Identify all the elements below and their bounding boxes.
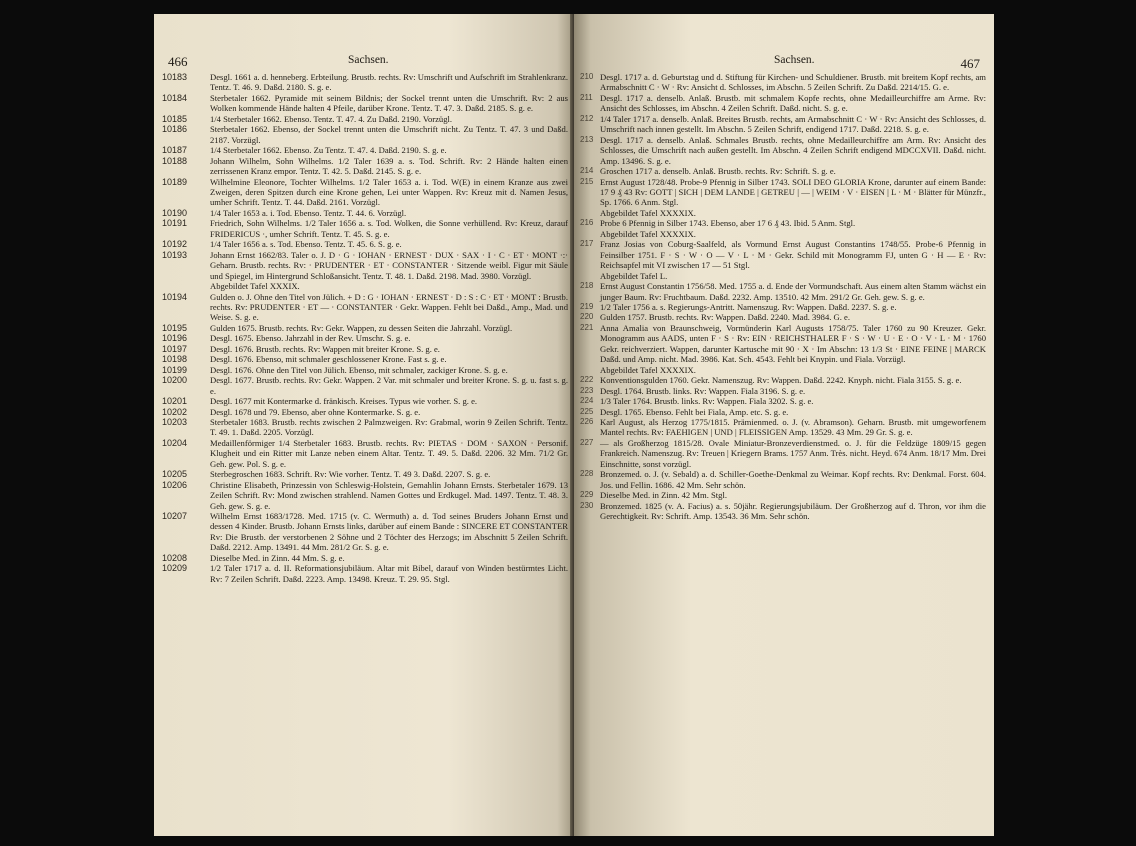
entry-number: 224 (580, 396, 594, 406)
entry-text: Ernst August 1728/48. Probe-9 Pfennig in Silber 1743. SOLI DEO GLORIA Krone, darunter auf einem Bande: 17 9 ₰ 43 Rv: GOTT | SICH | DEM LANDE | GETREU | — | WEIM · V · EISEN | L · M · Blätter für Münzfr., Sp. 1766. 6 Anm. Stgl. Abgebildet Tafel XXXXIX. (600, 176, 986, 218)
entry-number: 226 (580, 416, 594, 426)
entry-number: 10207 (162, 511, 188, 522)
catalog-entry (580, 386, 986, 396)
catalog-entry (580, 166, 986, 176)
catalog-entry (580, 72, 986, 93)
catalog-entry (162, 375, 568, 396)
entry-number: 10183 (162, 72, 188, 82)
catalog-entry (580, 281, 986, 302)
entry-number: 227 (580, 437, 594, 447)
catalog-entry (580, 218, 986, 239)
catalog-entry (162, 177, 568, 208)
catalog-entry (162, 156, 568, 177)
entry-text: 1/4 Taler 1656 a. s. Tod. Ebenso. Tentz. T. 45. 6. S. g. e. (210, 239, 402, 250)
entry-number: 212 (580, 113, 594, 123)
right-page-number: 467 (960, 56, 980, 71)
entry-number: 218 (580, 281, 594, 291)
entry-number: 10204 (162, 437, 188, 448)
catalog-entry (162, 407, 568, 417)
catalog-entry (162, 365, 568, 375)
entry-number: 10205 (162, 469, 188, 480)
entry-number: 222 (580, 375, 594, 385)
entry-text: Medaillenförmiger 1/4 Sterbetaler 1683. Brustb. rechts. Rv: PIETAS · DOM · SAXON · Personif. Klugheit und ein Ritter mit Lanze neben einem Altar. Tentz. T. 49. 5. Daßd. 2206. 32 Mm. 71/2 Gr. Geh. gew. Pol. S. g. e. (210, 437, 568, 469)
entry-text: Desgl. 1678 und 79. Ebenso, aber ohne Kontermarke. S. g. e. (210, 406, 421, 417)
entry-text: Desgl. 1675. Ebenso. Jahrzahl in der Rev. Umschr. S. g. e. (210, 333, 411, 344)
entry-number: 10209 (162, 563, 188, 574)
left-page (154, 14, 574, 836)
catalog-entry (162, 239, 568, 249)
entry-number: 225 (580, 406, 594, 416)
entry-text: Anna Amalia von Braunschweig, Vormünderin Karl Augusts 1758/75. Taler 1760 zu 90 Kreuzer. Gekr. Monogramm aus AADS, unten F · S · Rv: EIN · REICHSTHALER F · S · W · U · E · O · V · L · M · 1760 Gekr. reichverziert. Wappen, darunter Kartusche mit 90 · X · Im Abschn: 13 1/3 St · EINE FEINE | MARCK Daßd. und Amp. nicht. Mad. 3986. Kat. Sch. 4543. Fehlt bei Knypin. und Fiala. Vorzügl. Abgebildet Tafel XXXXIX. (600, 322, 986, 375)
entry-number: 10201 (162, 396, 188, 407)
entry-text: Bronzemed. o. J. (v. Sebald) a. d. Schiller-Goethe-Denkmal zu Weimar. Kopf rechts. Rv: Denkmal. Forst. 604. Jos. und Fellin. 1686. 42 Mm. Sehr schön. (600, 469, 986, 490)
entry-text: Desgl. 1661 a. d. henneberg. Erbteilung. Brustb. rechts. Rv: Umschrift und Aufschrift im Strahlenkranz. Tentz. T. 46. 9. Daßd. 2180. S. g. e. (210, 72, 568, 93)
catalog-entry (162, 563, 568, 584)
catalog-entry (580, 323, 986, 375)
entry-number: 223 (580, 385, 594, 395)
entry-number: 10197 (162, 343, 188, 354)
entry-number: 10185 (162, 113, 188, 124)
entry-number: 210 (580, 72, 594, 81)
entry-number: 10202 (162, 406, 188, 417)
entry-text: Desgl. 1676. Ebenso, mit schmaler geschlossener Krone. Fast s. g. e. (210, 354, 447, 365)
catalog-entry (580, 396, 986, 406)
catalog-entry (162, 480, 568, 511)
entry-text: Johann Wilhelm, Sohn Wilhelms. 1/2 Taler 1639 a. s. Tod. Schrift. Rv: 2 Hände halten einen zerrissenen Kranz empor. Tentz. T. 42. 5. Daßd. 2145. S. g. e. (210, 155, 568, 177)
entry-text: Groschen 1717 a. denselb. Anlaß. Brustb. rechts. Rv: Schrift. S. g. e. (600, 166, 836, 177)
entry-text: Desgl. 1677 mit Kontermarke d. fränkisch. Kreises. Typus wie vorher. S. g. e. (210, 396, 478, 407)
entry-text: Franz Josias von Coburg-Saalfeld, als Vormund Ernst August Constantins 1748/55. Probe-6 Pfennig in Feinsilber 1751. F · S · W · O — V · L · M · Gekr. Schild mit Monogramm FJ, unten G · H — E · Rv: Reichsapfel mit VI zwischen 17 — 51 Stgl. Abgebildet Tafel L. (600, 239, 986, 281)
entry-text: Wilhelmine Eleonore, Tochter Wilhelms. 1/2 Taler 1653 a. i. Tod. W(E) in einem Kranze aus zwei Zweigen, deren Spitzen durch eine Krone gehen, Lei unter Wappen. Rv: Kreuz mit d. Namen Jesus, umher Schrift. Tentz. T. 44. Daßd. 2161. Vorzügl. (210, 176, 568, 208)
entry-text: Dieselbe Med. in Zinn. 44 Mm. S. g. e. (210, 552, 345, 563)
catalog-entry (580, 302, 986, 312)
catalog-entry (162, 511, 568, 553)
catalog-entry (580, 407, 986, 417)
catalog-entry (162, 333, 568, 343)
entry-number: 214 (580, 166, 594, 176)
entry-number: 217 (580, 239, 594, 249)
entry-number: 10195 (162, 322, 188, 333)
entry-text: Desgl. 1676. Ohne den Titel von Jülich. Ebenso, mit schmaler, zackiger Krone. S. g. e. (210, 364, 508, 375)
entry-number: 220 (580, 312, 594, 322)
entry-text: Gulden o. J. Ohne den Titel von Jülich. + D : G · IOHAN · ERNEST · D : S : C · ET · MONT : Brustb. rechts. Rv: PRUDENTER · ET — · CONSTANTER · Gekr. Wappen. Fehlt bei Daßd., Amp., Mad. und Weise. S. g. e. (210, 291, 568, 323)
entry-number: 10199 (162, 364, 188, 375)
catalog-entry (580, 135, 986, 166)
entry-text: 1/3 Taler 1764. Brustb. links. Rv: Wappen. Fiala 3202. S. g. e. (600, 396, 814, 407)
catalog-entry (162, 124, 568, 145)
left-catalog-entries (162, 72, 568, 584)
right-page (574, 14, 994, 836)
entry-text: 1/2 Taler 1756 a. s. Regierungs-Antritt. Namenszug. Rv: Wappen. Daßd. 2237. S. g. e. (600, 301, 897, 312)
catalog-entry (580, 438, 986, 469)
left-running-title: Sachsen. (348, 54, 389, 66)
entry-text: Desgl. 1717 a. denselb. Anlaß. Brustb. mit schmalem Kopfe rechts, ohne Medailleurchiffre am Arme. Rv: Ansicht des Schlosses, im Abschn. 4 Zeilen Schrift. Daßd. nicht. S. g. e. (600, 92, 986, 114)
entry-text: 1/4 Taler 1653 a. i. Tod. Ebenso. Tentz. T. 44. 6. Vorzügl. (210, 207, 407, 218)
entry-number: 10189 (162, 176, 188, 187)
entry-number: 215 (580, 176, 594, 186)
entry-text: Sterbegroschen 1683. Schrift. Rv: Wie vorher. Tentz. T. 49 3. Daßd. 2207. S. g. e. (210, 469, 491, 480)
entry-text: 1/2 Taler 1717 a. d. II. Reformationsjubiläum. Altar mit Bibel, darauf von Winden bestürmtes Licht. Rv: 7 Zeilen Schrift. Daßd. 2223. Amp. 13498. Kreuz. T. 29. 95. Stgl. (210, 563, 568, 584)
entry-number: 10194 (162, 291, 188, 302)
entry-text: Wilhelm Ernst 1683/1728. Med. 1715 (v. C. Wermuth) a. d. Tod seines Bruders Johann Ernst und dessen 4 Kinder. Brustb. Johann Ernsts links, darüber auf einem Bande : SINCERE ET CONSTANTER Rv: Die Brustb. der verstorbenen 2 Söhne und 2 Töchter des Herzogs; im Abschnitt 5 Zeilen Schrift. Daßd. 2212. Amp. 13491. 44 Mm. 281/2 Gr. S. g. e. (210, 511, 568, 553)
entry-number: 10187 (162, 145, 188, 156)
entry-number: 10200 (162, 375, 188, 386)
entry-number: 10192 (162, 239, 188, 250)
catalog-entry (162, 250, 568, 292)
entry-number: 10191 (162, 218, 188, 229)
entry-text: 1/4 Taler 1717 a. denselb. Anlaß. Breites Brustb. rechts, am Armabschnitt C · W · Rv: Ansicht des Schlosses, d. Umschrift nach innen gestellt. Im Abschn. 5 Zeilen Schrift, endigend 1717. Daßd. 2218. S. g. e. (600, 113, 986, 135)
entry-number: 10193 (162, 249, 188, 260)
catalog-entry (162, 396, 568, 406)
catalog-entry (580, 114, 986, 135)
catalog-entry (162, 553, 568, 563)
entry-number: 213 (580, 134, 594, 144)
entry-text: Christine Elisabeth, Prinzessin von Schleswig-Holstein, Gemahlin Johann Ernsts. Sterbetaler 1679. 13 Zeilen Schrift. Rv: Mond zwischen strahlend. Namen Gottes und Erdkugel. Mad. 1497. Tentz. T. 48. 3. Geh. gew. S. g. e. (210, 479, 568, 511)
entry-number: 216 (580, 218, 594, 228)
entry-number: 10198 (162, 354, 188, 365)
catalog-entry (580, 239, 986, 281)
entry-number: 10206 (162, 479, 188, 490)
entry-text: Desgl. 1676. Brustb. rechts. Rv: Wappen mit breiter Krone. S. g. e. (210, 343, 440, 354)
entry-text: Dieselbe Med. in Zinn. 42 Mm. Stgl. (600, 490, 727, 501)
entry-text: Desgl. 1677. Brustb. rechts. Rv: Gekr. Wappen. 2 Var. mit schmaler und breiter Krone. S. g. u. fast s. g. e. (210, 375, 568, 396)
entry-number: 10203 (162, 416, 188, 427)
catalog-entry (162, 114, 568, 124)
catalog-entry (162, 72, 568, 93)
entry-text: Desgl. 1717 a. denselb. Anlaß. Schmales Brustb. rechts, ohne Medailleurchiffre am Arm. Rv: Ansicht des Schlosses, die Umschrift nach außen gestellt. Im Abschn. 4 Zeilen Schrift endigend MDCCXVII. Daßd. nicht. Amp. 13496. S. g. e. (600, 134, 986, 166)
entry-text: Sterbetaler 1662. Ebenso, der Sockel trennt unten die Umschrift nicht. Zu Tentz. T. 47. 3 und Daßd. 2187. Vorzügl. (210, 124, 568, 145)
catalog-entry (580, 469, 986, 490)
catalog-entry (162, 93, 568, 114)
entry-number: 229 (580, 490, 594, 500)
catalog-entry (162, 354, 568, 364)
catalog-entry (162, 218, 568, 239)
entry-number: 221 (580, 322, 594, 332)
catalog-entry (580, 490, 986, 500)
entry-text: 1/4 Sterbetaler 1662. Ebenso. Zu Tentz. T. 47. 4. Daßd. 2190. S. g. e. (210, 145, 447, 156)
right-catalog-entries (580, 72, 986, 521)
catalog-entry (162, 469, 568, 479)
entry-number: 10190 (162, 207, 188, 218)
catalog-entry (580, 375, 986, 385)
entry-text: Konventionsgulden 1760. Gekr. Namenszug. Rv: Wappen. Daßd. 2242. Knyph. nicht. Fiala 3155. S. g. e. (600, 375, 962, 386)
entry-number: 10196 (162, 333, 188, 344)
catalog-entry (162, 344, 568, 354)
catalog-entry (580, 501, 986, 522)
catalog-entry (162, 417, 568, 438)
entry-text: Sterbetaler 1662. Pyramide mit seinem Bildnis; der Sockel trennt unten die Umschrift. Rv: 2 aus Wolken kommende Hände halten 4 Pfeile, darüber Krone. Tentz. T. 47. 3. Daßd. 2185. S. g. e. (210, 92, 568, 114)
entry-text: 1/4 Sterbetaler 1662. Ebenso. Tentz. T. 47. 4. Zu Daßd. 2190. Vorzügl. (210, 113, 453, 124)
entry-number: 211 (580, 92, 593, 102)
catalog-entry (162, 323, 568, 333)
entry-text: Karl August, als Herzog 1775/1815. Prämienmed. o. J. (v. Abramson). Geharn. Brustb. mit umgeworfenem Mantel rechts. Rv: FAEHIGEN | UND | FLEISSIGEN Amp. 13529. 43 Mm. 29 Gr. S. g. e. (600, 416, 986, 438)
entry-text: Gulden 1757. Brustb. rechts. Rv: Wappen. Daßd. 2240. Mad. 3984. G. e. (600, 312, 851, 323)
entry-text: Johann Ernst 1662/83. Taler o. J. D · G · IOHAN · ERNEST · DUX · SAX · I · C · ET · MONT ·:· Geharn. Brustb. rechts. Rv: · PRUDENTER · ET · CONSTANTER · Sitzende weibl. Figur mit Säule und Spiegel, im Hintergrund Schloßansicht. Tentz. T. 48. 1. Daßd. 2198. Mad. 3980. Vorzügl. Abgebildet Tafel XXXIX. (210, 249, 568, 292)
left-page-number: 466 (168, 54, 188, 69)
catalog-entry (580, 417, 986, 438)
entry-text: Sterbetaler 1683. Brustb. rechts zwischen 2 Palmzweigen. Rv: Grabmal, worin 9 Zeilen Schrift. Tentz. T. 49. 1. Daßd. 2205. Vorzügl. (210, 416, 568, 438)
entry-number: 10188 (162, 155, 188, 166)
entry-text: Bronzemed. 1825 (v. A. Facius) a. s. 50jähr. Regierungsjubiläum. Der Großherzog auf d. Thron, vor ihm die Gerechtigkeit. Rv: Schrift. Amp. 13543. 36 Mm. Sehr schön. (600, 500, 986, 522)
catalog-entry (162, 145, 568, 155)
entry-number: 10208 (162, 552, 188, 563)
entry-number: 228 (580, 469, 594, 479)
catalog-entry (162, 208, 568, 218)
catalog-entry (580, 177, 986, 219)
entry-number: 219 (580, 301, 594, 311)
entry-text: Probe 6 Pfennig in Silber 1743. Ebenso, aber 17 6 ₰ 43. Ibid. 5 Anm. Stgl. Abgebildet Tafel XXXXIX. (600, 218, 856, 239)
entry-text: Desgl. 1764. Brustb. links. Rv: Wappen. Fiala 3196. S. g. e. (600, 385, 806, 396)
entry-number: 230 (580, 500, 594, 510)
catalog-entry (580, 93, 986, 114)
catalog-entry (162, 438, 568, 469)
entry-text: — als Großherzog 1815/28. Ovale Miniatur-Bronzeverdienstmed. o. J. für die Feldzüge 1809/15 gegen Frankreich. Namenszug. Rv: Treuen | Kriegern Brams. 1757 Anm. Très. nicht. Heyd. 674 Anm. 18/17 Mm. Drei Einschnitte, sonst vorzügl. (600, 437, 986, 469)
entry-text: Gulden 1675. Brustb. rechts. Rv: Gekr. Wappen, zu dessen Seiten die Jahrzahl. Vorzügl. (210, 322, 513, 333)
entry-text: Desgl. 1717 a. d. Geburtstag und d. Stiftung für Kirchen- und Schuldiener. Brustb. mit breitem Kopf rechts, am Armabschnitt C · W · Rv: Ansicht d. Schlosses, im Abschn. 5 Zeilen Schrift. Zu Daßd. 2214/15. G. e. (600, 72, 986, 93)
entry-number: 10184 (162, 92, 188, 103)
catalog-entry (580, 312, 986, 322)
entry-text: Ernst August Constantin 1756/58. Med. 1755 a. d. Ende der Vormundschaft. Aus einem alten Stamm wächst ein junger Baum. Rv: Fruchtbaum. Daßd. 2232. Amp. 13510. 42 Mm. 291/2 Gr. Geh. gew. S. g. e. (600, 281, 986, 302)
entry-number: 10186 (162, 124, 188, 135)
entry-text: Friedrich, Sohn Wilhelms. 1/2 Taler 1656 a. s. Tod. Wolken, die Sonne verhüllend. Rv: Kreuz, darauf FRIDERICUS ·, umher Schrift. Tentz. T. 45. S. g. e. (210, 218, 568, 239)
right-running-title: Sachsen. (774, 54, 815, 66)
catalog-entry (162, 292, 568, 323)
entry-text: Desgl. 1765. Ebenso. Fehlt bei Fiala, Amp. etc. S. g. e. (600, 406, 789, 417)
